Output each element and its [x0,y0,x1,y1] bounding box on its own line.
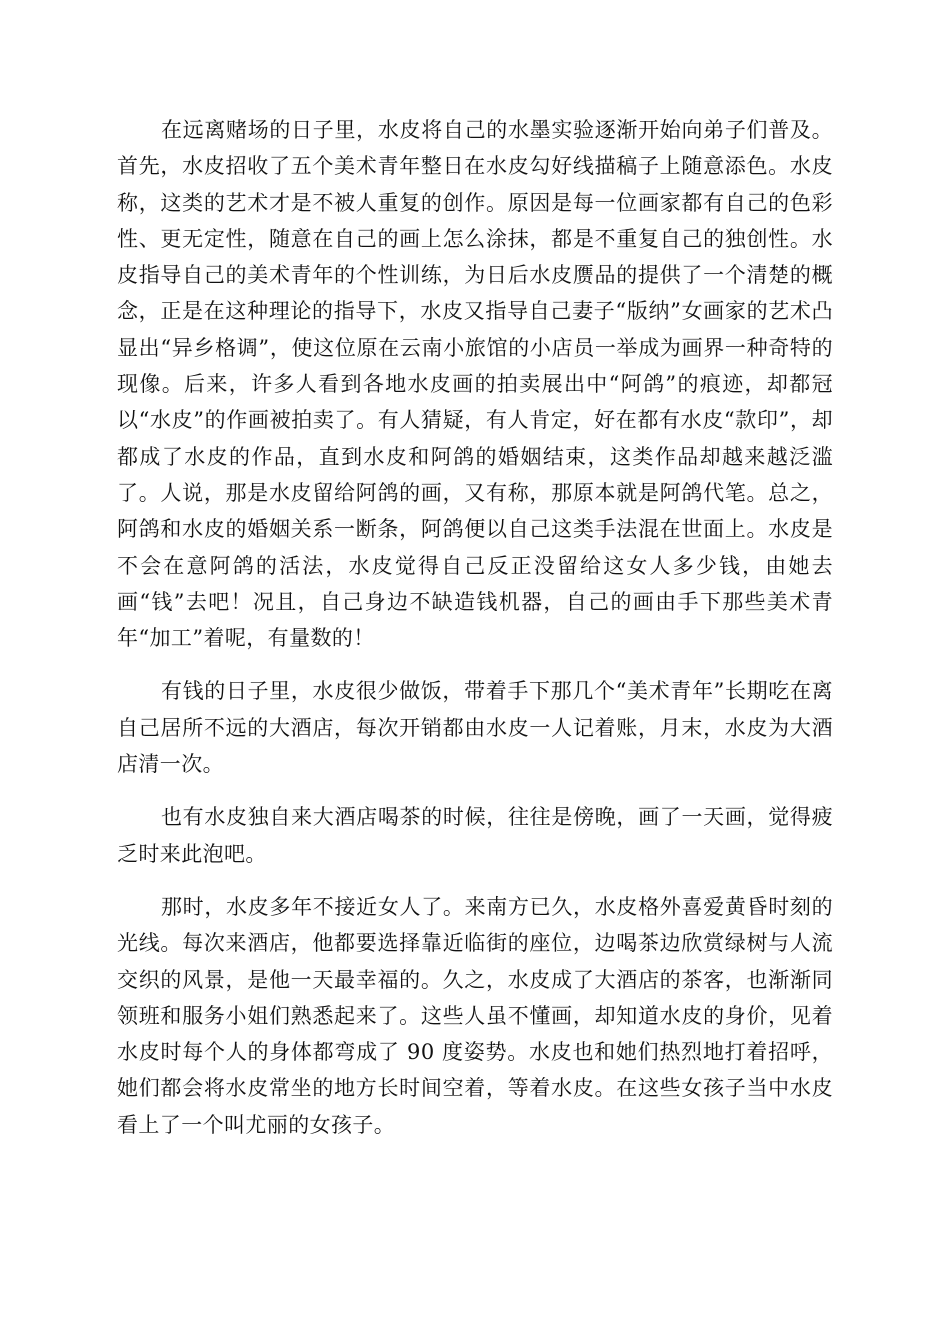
document-page [117,112,833,1160]
paragraph-1: 在远离赌场的日子里，水皮将自己的水墨实验逐渐开始向弟子们普及。首先，水皮招收了五个美术青年整日在水皮勾好线描稿子上随意添色。水皮称，这类的艺术才是不被人重复的创作。原因是每一位画家都有自己的色彩性、更无定性，随意在自己的画上怎么涂抹，都是不重复自己的独创性。水皮指导自己的美术青年的个性训练，为日后水皮赝品的提供了一个清楚的概念，正是在这种理论的指导下，水皮又指导自己妻子“版纳”女画家的艺术凸显出“异乡格调”，使这位原在云南小旅馆的小店员一举成为画界一种奇特的现像。后来，许多人看到各地水皮画的拍卖展出中“阿鸽”的痕迹，却都冠以“水皮”的作画被拍卖了。有人猜疑，有人肯定，好在都有水皮“款印”，却都成了水皮的作品，直到水皮和阿鸽的婚姻结束，这类作品却越来越泛滥了。人说，那是水皮留给阿鸽的画，又有称，那原本就是阿鸽代笔。总之，阿鸽和水皮的婚姻关系一断条，阿鸽便以自己这类手法混在世面上。水皮是不会在意阿鸽的活法，水皮觉得自己反正没留给这女人多少钱，由她去画“钱”去吧！况且，自己身边不缺造钱机器，自己的画由手下那些美术青年“加工”着呢，有量数的！ [117,118,833,651]
paragraph-2: 有钱的日子里，水皮很少做饭，带着手下那几个“美术青年”长期吃在离自己居所不远的大酒店，每次开销都由水皮一人记着账，月末，水皮为大酒店清一次。 [117,679,833,777]
paragraph-3: 也有水皮独自来大酒店喝茶的时候，往往是傍晚，画了一天画，觉得疲乏时来此泡吧。 [117,805,833,866]
paragraph-4: 那时，水皮多年不接近女人了。来南方已久，水皮格外喜爱黄昏时刻的光线。每次来酒店，他都要选择靠近临街的座位，边喝茶边欣赏绿树与人流交织的风景，是他一天最幸福的。久之，水皮成了大酒店的茶客，也渐渐同领班和服务小姐们熟悉起来了。这些人虽不懂画，却知道水皮的身价，见着水皮时每个人的身体都弯成了 90 度姿势。水皮也和她们热烈地打着招呼，她们都会将水皮常坐的地方长时间空着，等着水皮。在这些女孩子当中水皮看上了一个叫尤丽的女孩子。 [117,894,833,1137]
